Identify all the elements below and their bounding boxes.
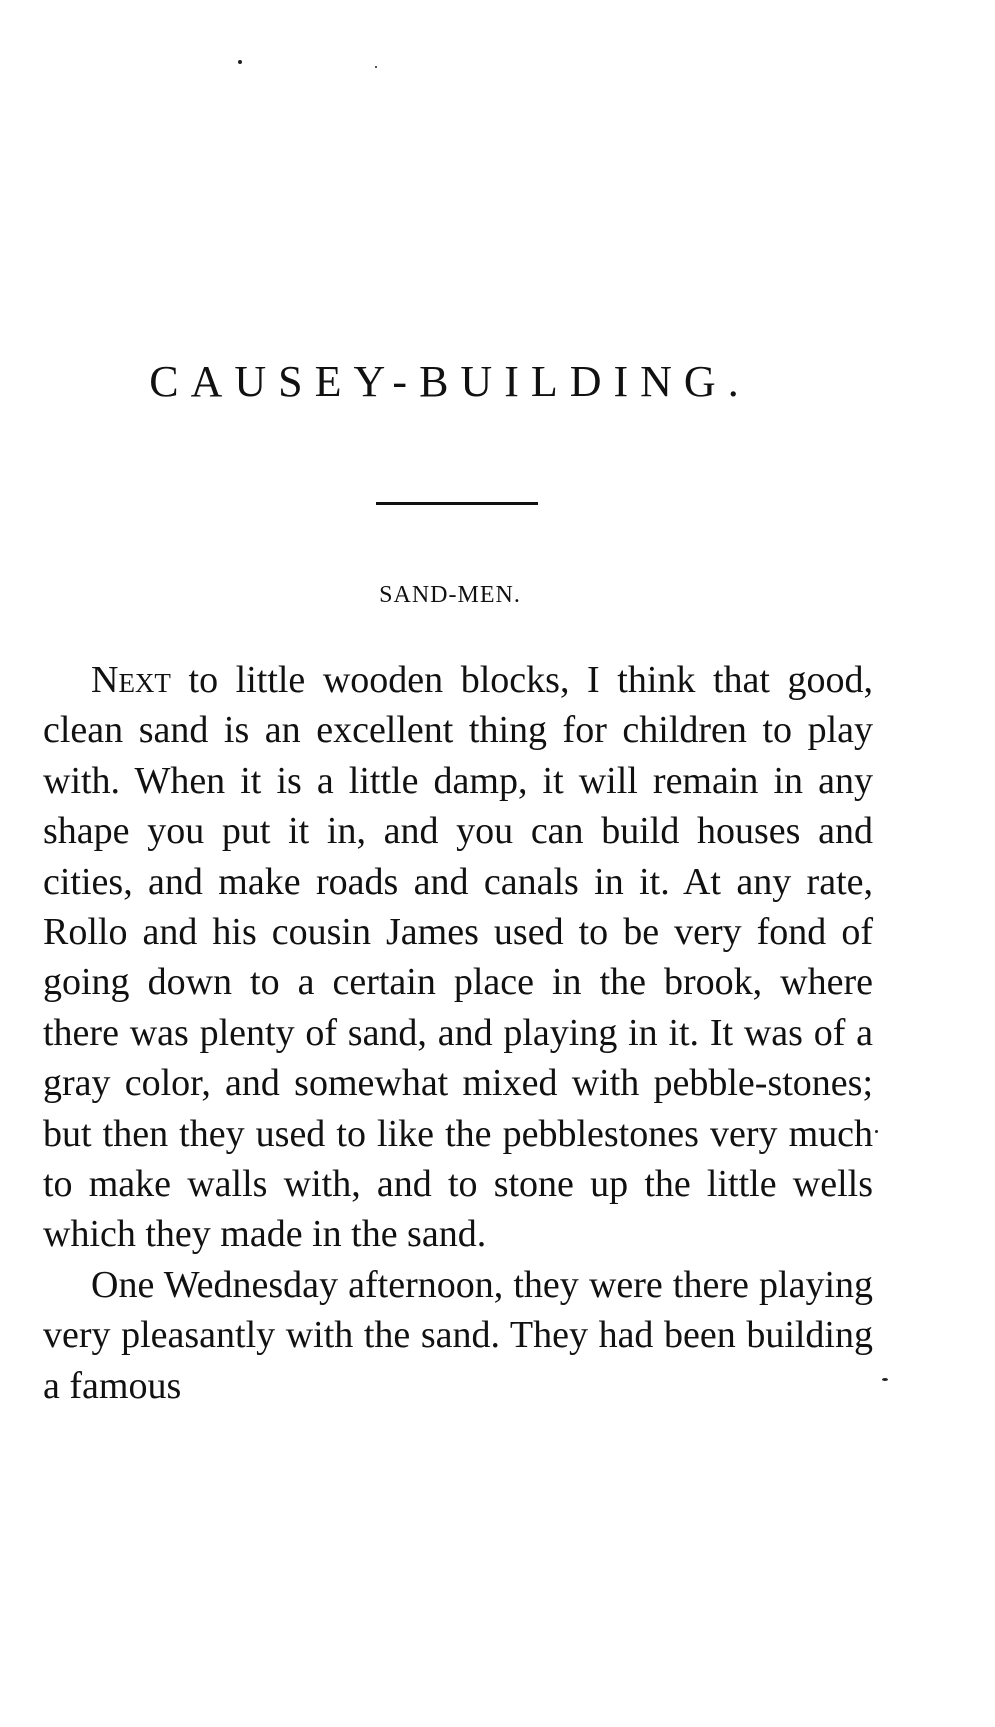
title-divider bbox=[376, 502, 538, 505]
chapter-title: CAUSEY-BUILDING. bbox=[149, 357, 751, 406]
paragraph-text: One Wednesday afternoon, they were there playing very pleasantly with the sand. They had been building a famous bbox=[43, 1263, 873, 1407]
paragraph-1 bbox=[43, 655, 873, 1260]
print-speck bbox=[875, 1130, 878, 1133]
paragraph-2 bbox=[43, 1260, 873, 1411]
print-speck bbox=[882, 1378, 888, 1381]
print-speck bbox=[375, 66, 377, 68]
paragraph-lead-word: Next bbox=[91, 659, 171, 701]
section-heading: SAND-MEN. bbox=[379, 582, 521, 608]
body-text bbox=[43, 655, 873, 1411]
paragraph-text: to little wooden blocks, I think that good, clean sand is an excellent thing for children to play with. When it is a little damp, it will remain in any shape you put it in, and you can build houses and cities, and make roads and canals in it. At any rate, Rollo and his cousin James used to be very fond of going down to a certain place in the brook, where there was plenty of sand, and playing in it. It was of a gray color, and somewhat mixed with pebble-stones; but then they used to like the pebblestones very much to make walls with, and to stone up the little wells which they made in the sand. bbox=[43, 659, 873, 1256]
print-speck bbox=[238, 60, 242, 64]
